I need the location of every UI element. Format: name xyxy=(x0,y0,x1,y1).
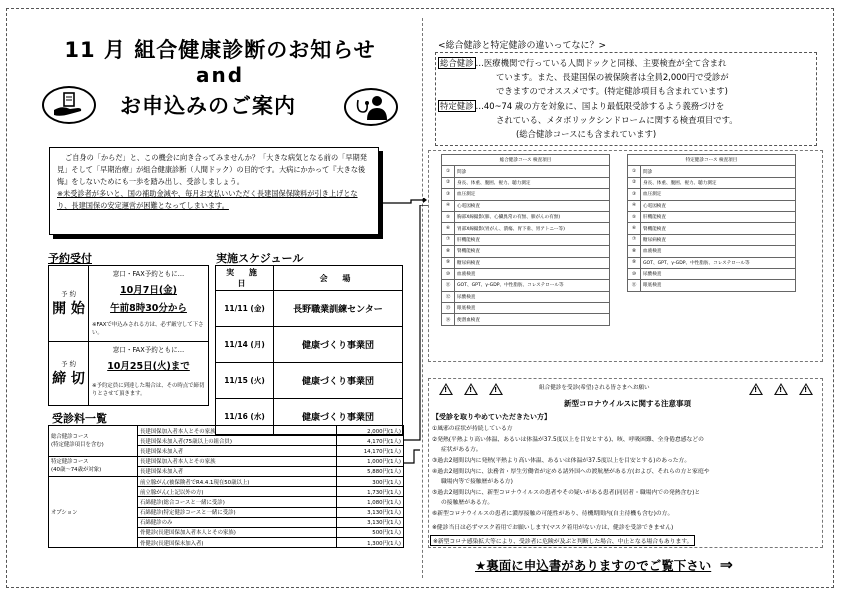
notice-item: ①風邪の症状が持続している方 xyxy=(432,426,513,432)
item-number: ③ xyxy=(628,189,641,200)
tokutei-tag: 特定健診 xyxy=(440,101,474,111)
warning-exclamation: ! xyxy=(779,386,783,394)
fee-item: 前立腺がん(被保険者でR4.4.1現在50歳以上) xyxy=(138,476,337,486)
doctor-stethoscope-icon xyxy=(344,88,398,126)
schedule-row xyxy=(216,291,403,327)
schedule-place: 長野職業訓練センター xyxy=(274,291,403,327)
sogo-item: 肝機能検査 xyxy=(455,234,610,245)
sogo-item: 眼底検査 xyxy=(455,303,610,314)
sogo-item: 胃部X線撮影(胃がん、潰瘍、胃下垂、胃アトニー等) xyxy=(455,223,610,234)
sogo-item: 問診 xyxy=(455,166,610,177)
fee-price: 2,000円(1人) xyxy=(337,426,404,436)
fee-price: 1,730円(1人) xyxy=(337,487,404,497)
notice-item: ②発熱(平熱より高い体温、あるいは体温が37.5度以上を目安とする)、咳、呼吸困難、全身倦怠感などの xyxy=(432,437,704,443)
warning-exclamation: ! xyxy=(754,386,758,394)
sogo-tag: 総合健診 xyxy=(440,58,474,68)
notice-item: 職場内等で接触歴がある方) xyxy=(441,479,513,485)
reservation-end-note: ※予約定員に到達した場合は、その時点で締切りとさせて頂きます。 xyxy=(89,374,209,405)
item-number: ⑭ xyxy=(442,314,455,325)
tokutei-item: 血圧測定 xyxy=(641,189,796,200)
fee-price: 1,080円(1人) xyxy=(337,497,404,507)
fee-price: 500円(1人) xyxy=(337,527,404,537)
notice-heading: 【受診を取りやめていただきたい方】 xyxy=(432,413,551,421)
tokutei-item: 尿酸検査 xyxy=(641,268,796,279)
page-subtitle: お申込みのご案内 xyxy=(120,94,296,118)
schedule-row xyxy=(216,363,403,399)
reservation-end-label: 予 約 xyxy=(60,360,77,368)
reservation-heading: 予約受付 xyxy=(48,252,92,265)
tokutei-items-table xyxy=(627,154,796,292)
tokutei-line3: (総合健診コースにも含まれています) xyxy=(516,129,657,139)
item-number: ⑨ xyxy=(628,257,641,268)
tokutei-item: GOT、GPT、γ-GDP、中性脂肪、コレステロール等 xyxy=(641,257,796,268)
tokutei-item: 問診 xyxy=(641,166,796,177)
schedule-date: 11/11 (金) xyxy=(216,291,274,327)
schedule-date: 11/14 (月) xyxy=(216,327,274,363)
reservation-end-line1: 窓口・FAX予約ともに… xyxy=(89,342,209,356)
fee-item: 骨健診(長建国保加入者本人とその家族) xyxy=(138,527,337,537)
reservation-start-time: 午前8時30分から xyxy=(89,298,209,317)
fee-price: 3,130円(1人) xyxy=(337,507,404,517)
fee-item: 石綿健診(特定健診コースと一緒に受診) xyxy=(138,507,337,517)
warning-exclamation: ! xyxy=(469,386,473,394)
fee-price: 3,130円(1人) xyxy=(337,517,404,527)
fees-heading: 受診料一覧 xyxy=(52,412,107,425)
reservation-end-big: 締 切 xyxy=(52,371,85,387)
covid-notice-box xyxy=(428,378,823,548)
fee-item: 長建国保未加入者 xyxy=(138,466,337,476)
tokutei-line2: されている、メタボリックシンドロームに関する検査項目です。 xyxy=(496,115,738,125)
item-number: ⑧ xyxy=(442,246,455,257)
schedule-date: 11/16 (水) xyxy=(216,399,274,435)
notice-item: ⑤過去2週間以内に、新型コロナウイルスの患者やその疑いがある患者(同居者・職場内での発熱含む)と xyxy=(432,490,701,496)
schedule-col-date: 実 施 日 xyxy=(216,266,274,291)
comparison-box xyxy=(435,52,817,146)
fees-table xyxy=(48,425,404,548)
schedule-place: 健康づくり事業団 xyxy=(274,399,403,435)
fee-group-sogo: 総合健診コース (特定健診項目を含む) xyxy=(49,426,138,457)
schedule-place: 健康づくり事業団 xyxy=(274,327,403,363)
tokutei-item: 身長、体重、腹囲、視力、聴力測定 xyxy=(641,177,796,188)
item-number: ② xyxy=(628,177,641,188)
fee-item: 石綿健診のみ xyxy=(138,517,337,527)
sogo-line1: …医療機関で行っている人間ドックと同様、主要検査が全て含まれ xyxy=(475,58,727,68)
item-number: ⑧ xyxy=(628,246,641,257)
schedule-place: 健康づくり事業団 xyxy=(274,363,403,399)
item-number: ① xyxy=(442,166,455,177)
sogo-item: 便潜血検査 xyxy=(455,314,610,325)
intro-note: ※未受診者が多いと、国の補助金減や、毎月お支払いいただく長建国保保険料が引き上げとなり、長建国保の安定運営が困難となってしまいます。 xyxy=(57,189,358,210)
warning-exclamation: ! xyxy=(444,386,448,394)
sogo-line3: できますのでオススメです。(特定健診項目も含まれています) xyxy=(496,86,728,96)
reservation-table xyxy=(48,265,209,406)
item-number: ⑤ xyxy=(442,211,455,222)
sogo-line2: ています。また、長建国保の被保険者は全員2,000円で受診が xyxy=(496,72,729,82)
tokutei-item: 心電図検査 xyxy=(641,200,796,211)
item-number: ④ xyxy=(628,200,641,211)
intro-box xyxy=(49,147,379,235)
item-number: ⑩ xyxy=(628,268,641,279)
page-title: 11 月 組合健康診断のお知らせ xyxy=(64,38,376,62)
tokutei-item: 眼底検査 xyxy=(641,280,796,291)
reservation-end-cell xyxy=(49,342,89,406)
tokutei-item: 腎機能検査 xyxy=(641,223,796,234)
fee-item: 長建国保加入者本人とその家族 xyxy=(138,456,337,466)
sogo-item: 糖尿病検査 xyxy=(455,257,610,268)
notice-item: ④過去2週間以内に、法務省・厚生労働省が定める諸外国への渡航歴がある方(および、それらの方と家庭や xyxy=(432,469,710,475)
fee-price: 300円(1人) xyxy=(337,476,404,486)
notice-item: ⑥新型コロナウイルスの患者に濃厚接触の可能性があり、待機期間内(自主待機も含む)の方。 xyxy=(432,511,674,517)
sogo-items-table xyxy=(441,154,610,326)
notice-item: の接触歴がある方。 xyxy=(441,500,494,506)
hand-with-document-icon xyxy=(42,86,96,124)
fee-price: 5,880円(1人) xyxy=(337,466,404,476)
item-number: ⑤ xyxy=(628,211,641,222)
fee-group-tokutei: 特定健診コース (40歳～74歳が対象) xyxy=(49,456,138,476)
fee-item: 骨健診(長建国保未加入者) xyxy=(138,538,337,548)
fee-item: 前立腺がん(上記以外の方) xyxy=(138,487,337,497)
sogo-item: 身長、体重、腹囲、視力、聴力測定 xyxy=(455,177,610,188)
sogo-item: 血圧測定 xyxy=(455,189,610,200)
item-number: ⑩ xyxy=(442,268,455,279)
sogo-items-header: 総合健診コース 検査項目 xyxy=(442,155,610,166)
intro-text: ご自身の「からだ」と、この機会に向き合ってみませんか？「大きな病気となる前の「早期発見」そして「早期治療」が組合健康診断（人間ドック）の目的です。大病にかかって『大きな後悔』をしないためにも一歩を踏み出し、受診しましょう。 xyxy=(57,153,367,186)
notice-cancel: ※新型コロナ感染拡大等により、受診者に危険が及ぶと判断した場合、中止となる場合もあります。 xyxy=(430,535,695,546)
notice-mask: ※健診当日は必ずマスク着用でお願いします(マスク着用がない方は、健診を受診できません) xyxy=(432,525,674,531)
warning-exclamation: ! xyxy=(494,386,498,394)
schedule-date: 11/15 (火) xyxy=(216,363,274,399)
reservation-start-date: 10月7日(金) xyxy=(89,280,209,297)
reservation-end-date: 10月25日(火)まで xyxy=(89,356,209,374)
item-number: ③ xyxy=(442,189,455,200)
item-number: ② xyxy=(442,177,455,188)
reservation-start-note: ※FAXで申込みされる方は、必ず厳守して下さい。 xyxy=(89,317,209,342)
sogo-item: 尿酸検査 xyxy=(455,291,610,302)
item-number: ⑨ xyxy=(442,257,455,268)
schedule-heading: 実施スケジュール xyxy=(216,252,304,265)
fee-item: 長建国保未加入者(75歳以上の組合員) xyxy=(138,436,337,446)
notice-item: 症状がある方。 xyxy=(441,447,482,453)
fee-item: 石綿健診(総合コースと一緒に受診) xyxy=(138,497,337,507)
notice-small: 組合健診を受診(希望)される皆さまへお願い xyxy=(539,385,650,391)
sogo-item: 心電図検査 xyxy=(455,200,610,211)
item-number: ⑦ xyxy=(628,234,641,245)
fee-item: 長建国保未加入者 xyxy=(138,446,337,456)
item-number: ⑦ xyxy=(442,234,455,245)
fee-price: 14,170円(1人) xyxy=(337,446,404,456)
notice-title: 新型コロナウイルスに関する注意事項 xyxy=(564,399,692,408)
title-and: and xyxy=(195,63,245,87)
item-number: ⑬ xyxy=(442,303,455,314)
comparison-title: <総合健診と特定健診の違いってなに？> xyxy=(438,41,607,51)
item-number: ④ xyxy=(442,200,455,211)
item-number: ⑥ xyxy=(442,223,455,234)
sogo-item: 血液検査 xyxy=(455,268,610,279)
reservation-start-cell xyxy=(49,266,89,342)
item-number: ⑫ xyxy=(442,291,455,302)
fee-price: 4,170円(1人) xyxy=(337,436,404,446)
footer-text: ★裏面に申込書がありますのでご覧下さい xyxy=(475,558,712,573)
tokutei-item: 糖尿病検査 xyxy=(641,234,796,245)
footer-note xyxy=(475,555,733,574)
fees-bracket-lines xyxy=(404,205,428,470)
item-number: ⑥ xyxy=(628,223,641,234)
item-number: ⑪ xyxy=(442,280,455,291)
schedule-row xyxy=(216,327,403,363)
fee-item: 長建国保加入者本人とその家族 xyxy=(138,426,337,436)
fee-price: 1,000円(1人) xyxy=(337,456,404,466)
fee-price: 1,300円(1人) xyxy=(337,538,404,548)
right-arrow-icon: ⇒ xyxy=(719,555,733,574)
fee-group-option: オプション xyxy=(49,476,138,547)
sogo-item: GOT、GPT、γ-GDP、中性脂肪、コレステロール等 xyxy=(455,280,610,291)
tokutei-item: 肝機能検査 xyxy=(641,211,796,222)
reservation-start-big: 開 始 xyxy=(52,301,85,317)
reservation-start-label: 予 約 xyxy=(60,290,77,298)
reservation-start-line1: 窓口・FAX予約ともに… xyxy=(89,266,209,281)
sogo-item: 胸部X線撮影(肺、心臓異常の有無、肺がんの有無) xyxy=(455,211,610,222)
item-number: ⑪ xyxy=(628,280,641,291)
tokutei-item: 血液検査 xyxy=(641,246,796,257)
tokutei-line1: …40~74 歳の方を対象に、国より最低限受診するよう義務づけを xyxy=(475,101,725,111)
warning-exclamation: ! xyxy=(804,386,808,394)
tokutei-items-header: 特定健診コース 検査項目 xyxy=(628,155,796,166)
schedule-col-place: 会 場 xyxy=(274,266,403,291)
schedule-table xyxy=(215,265,403,435)
item-number: ① xyxy=(628,166,641,177)
sogo-item: 腎機能検査 xyxy=(455,246,610,257)
notice-item: ③過去2週間以内に発熱(平熱より高い体温、あるいは体温が37.5度以上を目安とする)のあった方。 xyxy=(432,458,691,464)
